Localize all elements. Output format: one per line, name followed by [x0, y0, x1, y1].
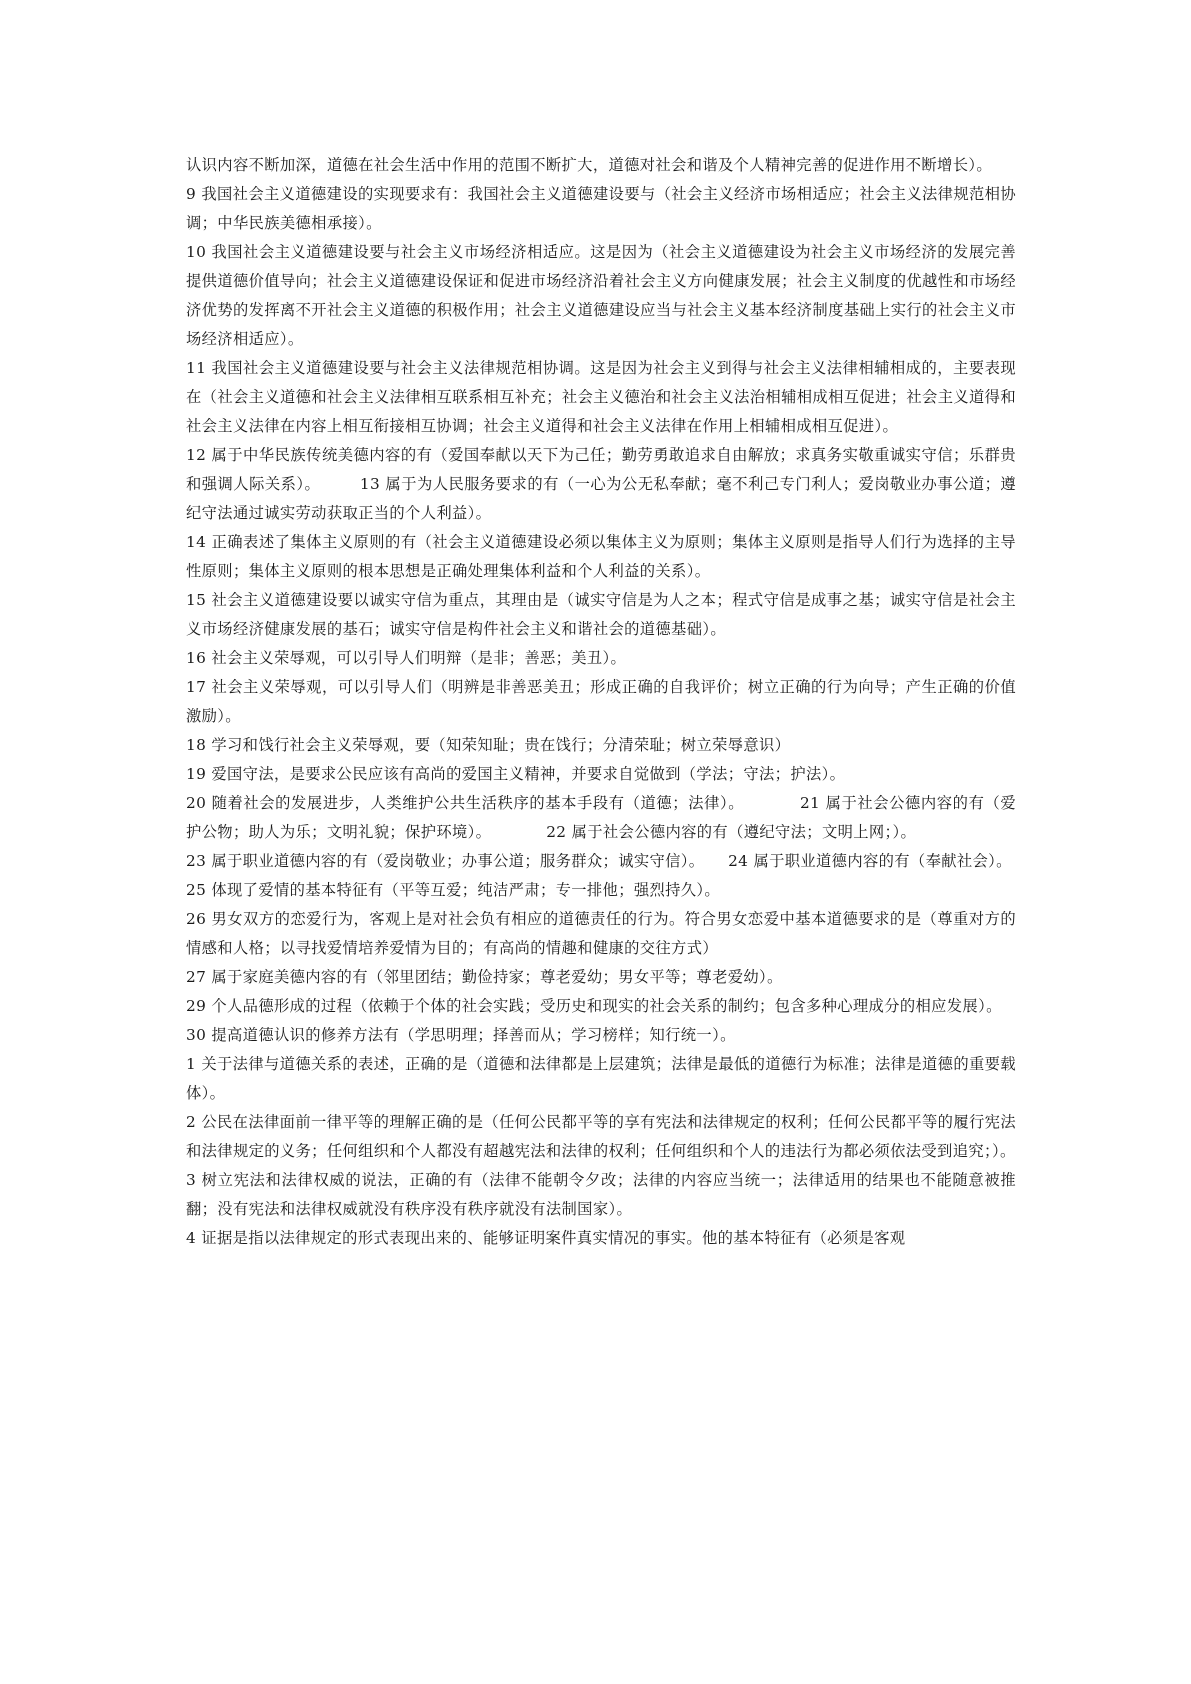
document-body [186, 151, 1016, 1253]
paragraph-item-16: 16 社会主义荣辱观，可以引导人们明辩（是非；善恶；美丑）。 [186, 649, 627, 667]
paragraph-item-20-22: 20 随着社会的发展进步，人类维护公共生活秩序的基本手段有（道德；法律）。 21 属于社会公德内容的有（爱护公物；助人为乐；文明礼貌；保护环境）。 22 属于社会公德内容的有（遵纪守法；文明上网；）。 [186, 794, 1016, 841]
paragraph-item-19: 19 爱国守法，是要求公民应该有高尚的爱国主义精神，并要求自觉做到（学法；守法；护法）。 [186, 765, 846, 783]
paragraph-item-25: 25 体现了爱情的基本特征有（平等互爱；纯洁严肃；专一排他；强烈持久）。 [186, 881, 721, 899]
paragraph-item-18: 18 学习和饯行社会主义荣辱观，要（知荣知耻；贵在饯行；分清荣耻；树立荣辱意识） [186, 736, 791, 754]
paragraph-item-14: 14 正确表述了集体主义原则的有（社会主义道德建设必须以集体主义为原则；集体主义原则是指导人们行为选择的主导性原则；集体主义原则的根本思想是正确处理集体利益和个人利益的关系）。 [186, 533, 1016, 580]
paragraph-law-item-4: 4 证据是指以法律规定的形式表现出来的、能够证明案件真实情况的事实。他的基本特征有（必须是客观 [186, 1229, 906, 1247]
paragraph-item-27: 27 属于家庭美德内容的有（邻里团结；勤俭持家；尊老爱幼；男女平等；尊老爱幼）。 [186, 968, 783, 986]
paragraph-item-23-24: 23 属于职业道德内容的有（爱岗敬业；办事公道；服务群众；诚实守信）。 24 属于职业道德内容的有（奉献社会）。 [186, 852, 1012, 870]
paragraph-continuation: 认识内容不断加深，道德在社会生活中作用的范围不断扩大，道德对社会和谐及个人精神完善的促进作用不断增长）。 [186, 156, 992, 174]
paragraph-item-30: 30 提高道德认识的修养方法有（学思明理；择善而从；学习榜样；知行统一）。 [186, 1026, 736, 1044]
paragraph-law-item-1: 1 关于法律与道德关系的表述，正确的是（道德和法律都是上层建筑；法律是最低的道德行为标准；法律是道德的重要载体）。 [186, 1055, 1016, 1102]
paragraph-item-17: 17 社会主义荣辱观，可以引导人们（明辨是非善恶美丑；形成正确的自我评价；树立正确的行为向导；产生正确的价值激励）。 [186, 678, 1016, 725]
paragraph-item-26: 26 男女双方的恋爱行为，客观上是对社会负有相应的道德责任的行为。符合男女恋爱中基本道德要求的是（尊重对方的情感和人格；以寻找爱情培养爱情为目的；有高尚的情趣和健康的交往方式） [186, 910, 1016, 957]
paragraph-item-29: 29 个人品德形成的过程（依赖于个体的社会实践；受历史和现实的社会关系的制约；包含多种心理成分的相应发展）。 [186, 997, 1002, 1015]
paragraph-item-12-13: 12 属于中华民族传统美德内容的有（爱国奉献以天下为己任；勤劳勇敢追求自由解放；求真务实敬重诚实守信；乐群贵和强调人际关系）。 13 属于为人民服务要求的有（一心为公无私奉献；毫不利己专门利人；爱岗敬业办事公道；遵纪守法通过诚实劳动获取正当的个人利益）。 [186, 446, 1016, 522]
paragraph-item-11: 11 我国社会主义道德建设要与社会主义法律规范相协调。这是因为社会主义到得与社会主义法律相辅相成的，主要表现在（社会主义道德和社会主义法律相互联系相互补充；社会主义德治和社会主义法治相辅相成相互促进；社会主义道得和社会主义法律在内容上相互衔接相互协调；社会主义道得和社会主义法律在作用上相辅相成相互促进）。 [186, 359, 1016, 435]
paragraph-item-10: 10 我国社会主义道德建设要与社会主义市场经济相适应。这是因为（社会主义道德建设为社会主义市场经济的发展完善提供道德价值导向；社会主义道德建设保证和促进市场经济沿着社会主义方向健康发展；社会主义制度的优越性和市场经济优势的发挥离不开社会主义道德的积极作用；社会主义道德建设应当与社会主义基本经济制度基础上实行的社会主义市场经济相适应）。 [186, 243, 1016, 348]
paragraph-item-15: 15 社会主义道德建设要以诚实守信为重点，其理由是（诚实守信是为人之本；程式守信是成事之基；诚实守信是社会主义市场经济健康发展的基石；诚实守信是构件社会主义和谐社会的道德基础）。 [186, 591, 1016, 638]
paragraph-law-item-2: 2 公民在法律面前一律平等的理解正确的是（任何公民都平等的享有宪法和法律规定的权利；任何公民都平等的履行宪法和法律规定的义务；任何组织和个人都没有超越宪法和法律的权利；任何组织和个人的违法行为都必须依法受到追究；）。 [186, 1113, 1016, 1160]
paragraph-law-item-3: 3 树立宪法和法律权威的说法，正确的有（法律不能朝令夕改；法律的内容应当统一；法律适用的结果也不能随意被推翻；没有宪法和法律权威就没有秩序没有秩序就没有法制国家）。 [186, 1171, 1016, 1218]
paragraph-item-9: 9 我国社会主义道德建设的实现要求有：我国社会主义道德建设要与（社会主义经济市场相适应；社会主义法律规范相协调；中华民族美德相承接）。 [186, 185, 1016, 232]
